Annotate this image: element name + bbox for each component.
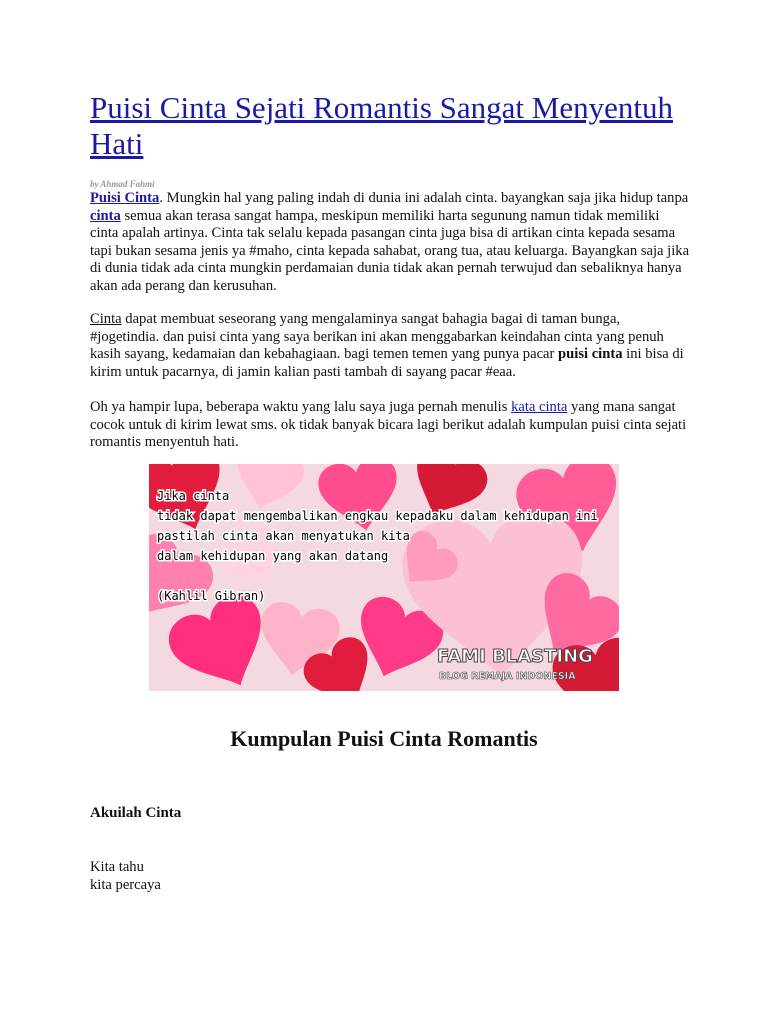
paragraph-text: . Mungkin hal yang paling indah di dunia ini adalah cinta. bayangkan saja jika hidup tanpa	[159, 190, 689, 206]
paragraph-third	[90, 399, 690, 452]
paragraph-text: dapat membuat seseorang yang mengalaminya sangat bahagia bagai di taman bunga, #jogetindia. dan puisi cinta yang saya berikan ini akan menggabarkan keindahan cinta yang penuh kasih sayang, kedamaian dan kebahagiaan. bagi temen temen yang punya pacar	[90, 311, 664, 362]
quote-attribution: (Kahlil Gibran)	[157, 589, 266, 603]
article-title	[90, 90, 690, 162]
link-cinta-underlined[interactable]: Cinta	[90, 311, 122, 327]
link-cinta[interactable]: cinta	[90, 207, 121, 224]
paragraph-text: Oh ya hampir lupa, beberapa waktu yang lalu saya juga pernah menulis	[90, 399, 512, 415]
paragraph-second	[90, 311, 690, 381]
watermark-title: FAMI BLASTING	[437, 646, 593, 667]
quote-line: tidak dapat mengembalikan engkau kepadaku dalam kehidupan ini	[157, 509, 598, 523]
poem-line: kita percaya	[90, 877, 161, 893]
hearts-quote-image	[149, 464, 619, 691]
poem-body	[90, 858, 161, 894]
paragraph-text: yang mana sangat cocok untuk di kirim lewat sms. ok tidak banyak bicara lagi berikut adalah kumpulan puisi cinta sejati romantis menyentuh hati.	[90, 399, 687, 450]
poem-title: Akuilah Cinta	[90, 805, 182, 821]
article-title-link[interactable]: Puisi Cinta Sejati Romantis Sangat Menyentuh Hati	[90, 90, 673, 161]
paragraph-text: semua akan terasa sangat hampa, meskipun memiliki harta segunung namun tidak memiliki cinta apalah artinya. Cinta tak selalu kepada pasangan cinta juga bisa di artikan cinta kepada sesama tapi bukan sesama jenis ya #maho, cinta kepada sahabat, orang tua, atau keluarga. Bayangkan saja jika di dunia tidak ada cinta mungkin perdamaian dunia tidak akan pernah terwujud dan sebaliknya hanya akan ada perang dan kerusuhan.	[90, 207, 690, 294]
link-kata-cinta[interactable]: kata cinta	[511, 399, 568, 415]
paragraph-text: ini bisa di kirim untuk pacarnya, di jamin kalian pasti tambah di sayang pacar #eaa.	[90, 346, 684, 380]
watermark-subtitle: BLOG REMAJA INDONESIA	[439, 671, 576, 682]
bold-puisi-cinta: puisi cinta	[558, 346, 623, 362]
hearts-image-svg	[149, 464, 619, 691]
paragraph-intro	[90, 190, 690, 295]
byline: by Ahmad Fahmi	[90, 179, 155, 189]
quote-line: pastilah cinta akan menyatukan kita	[157, 529, 410, 543]
link-puisi-cinta[interactable]: Puisi Cinta	[90, 190, 160, 206]
section-heading: Kumpulan Puisi Cinta Romantis	[230, 726, 538, 751]
poem-line: Kita tahu	[90, 859, 144, 875]
quote-line: dalam kehidupan yang akan datang	[157, 549, 389, 563]
quote-line: Jika cinta	[157, 489, 230, 503]
